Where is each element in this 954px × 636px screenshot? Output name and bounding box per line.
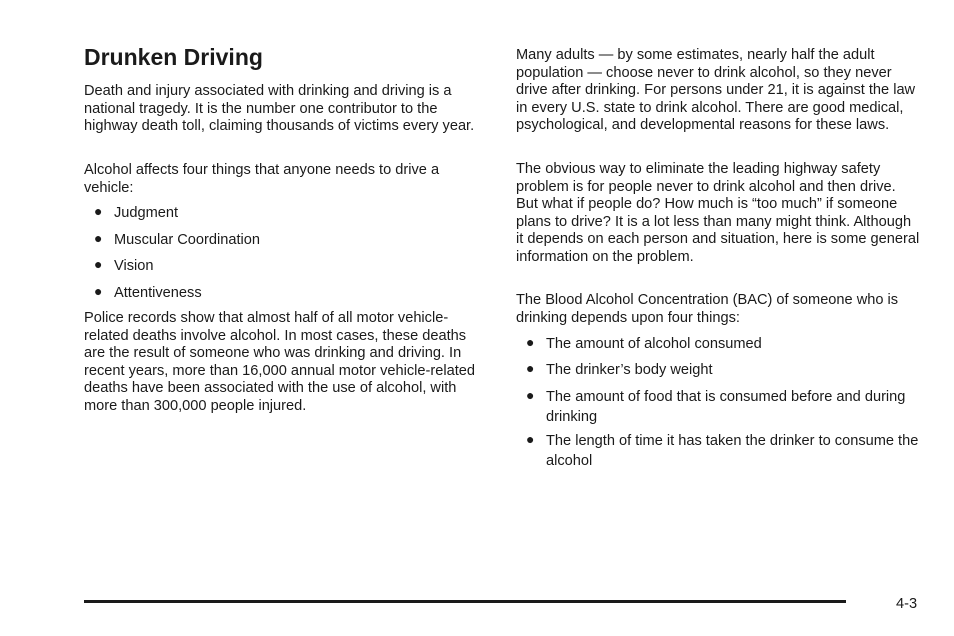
list-item-label: The drinker’s body weight: [546, 362, 713, 378]
list-item: [84, 230, 494, 250]
bullet-icon: ●: [94, 203, 103, 219]
bullet-icon: ●: [526, 431, 535, 447]
list-item: [84, 283, 494, 303]
list-item: [516, 431, 926, 471]
bullet-icon: ●: [94, 230, 103, 246]
effects-paragraph: Alcohol affects four things that anyone needs to drive a vehicle:: [84, 162, 440, 196]
list-item-label: The length of time it has taken the drinker to consume the alcohol: [546, 433, 919, 469]
bullet-icon: ●: [94, 256, 103, 272]
list-item-label: Muscular Coordination: [114, 232, 261, 248]
list-item: [516, 387, 926, 427]
list-item: [516, 334, 926, 354]
page-number: 4-3: [896, 596, 918, 612]
list-item-label: Judgment: [114, 205, 179, 221]
list-item: [84, 256, 494, 276]
eliminate-paragraph: The obvious way to eliminate the leading highway safety problem is for people never to drink alcohol and then drive. But what if people do? How much is “too much” if someone plans to drive? It is a lot less than many might think. Although it depends on each person and situation, here is some general information on the problem.: [516, 161, 920, 265]
list-item-label: The amount of food that is consumed before and during drinking: [546, 389, 906, 425]
bullet-icon: ●: [526, 334, 535, 350]
list-item-label: The amount of alcohol consumed: [546, 336, 762, 352]
list-item-label: Vision: [114, 258, 154, 274]
bullet-icon: ●: [526, 360, 535, 376]
list-item-label: Attentiveness: [114, 285, 202, 301]
list-item: [84, 203, 494, 223]
intro-paragraph: Death and injury associated with drinking and driving is a national tragedy. It is the number one contributor to the highway death toll, claiming thousands of victims every year.: [84, 83, 475, 135]
page-title: Drunken Driving: [84, 44, 263, 70]
list-item: [516, 360, 926, 380]
bullet-icon: ●: [94, 283, 103, 299]
police-records-paragraph: Police records show that almost half of all motor vehicle-related deaths involve alcohol. In most cases, these deaths are the result of someone who was drinking and driving. In recent years, more than 16,000 annual motor vehicle-related deaths have been associated with the use of alcohol, with more than 300,000 people injured.: [84, 310, 476, 414]
adults-paragraph: Many adults — by some estimates, nearly half the adult population — choose never to drink alcohol, so they never drive after drinking. For persons under 21, it is against the law in every U.S. state to drink alcohol. There are good medical, psychological, and developmental reasons for these laws.: [516, 47, 916, 134]
footer-rule: [84, 600, 846, 603]
bac-paragraph: The Blood Alcohol Concentration (BAC) of someone who is drinking depends upon four things:: [516, 292, 899, 326]
bullet-icon: ●: [526, 387, 535, 403]
